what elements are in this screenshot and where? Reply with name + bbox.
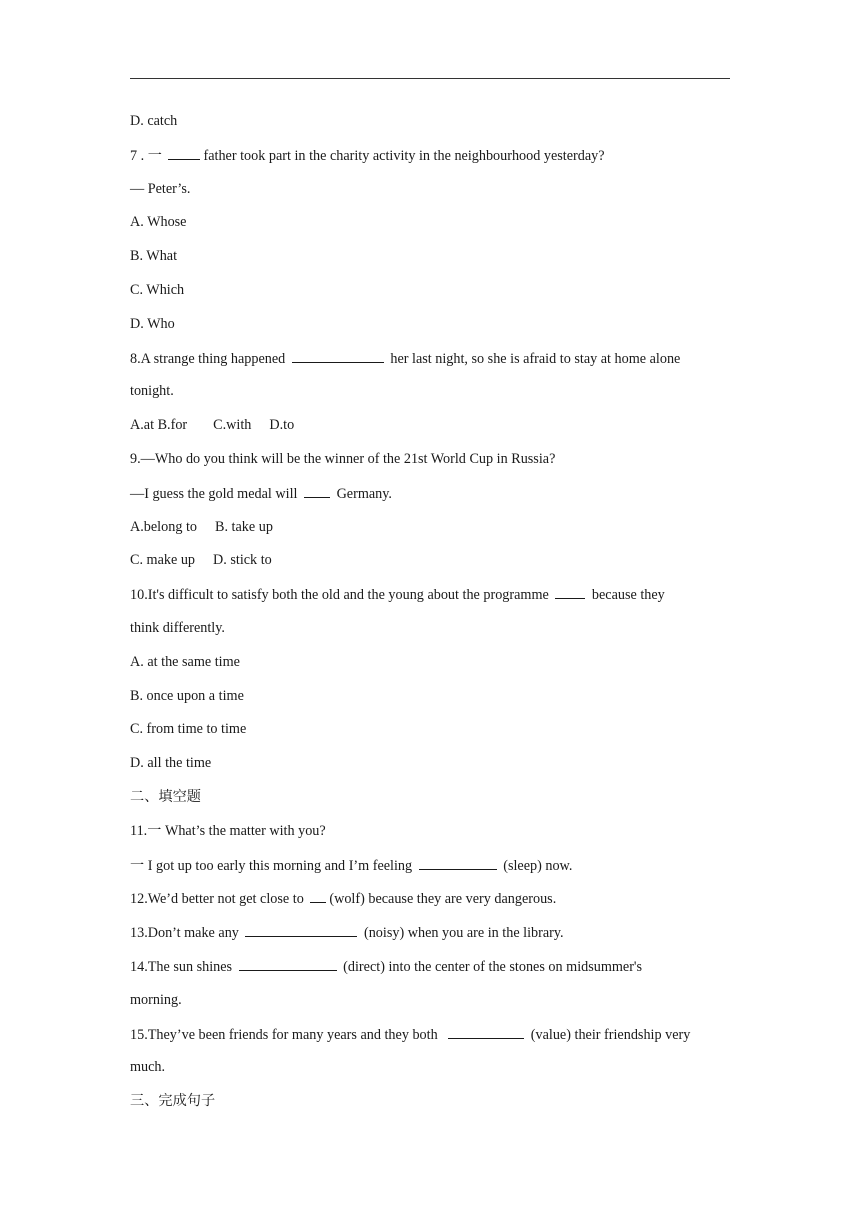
text-run: (wolf) because they are very dangerous. bbox=[329, 891, 557, 908]
text-run: D. catch bbox=[130, 113, 178, 129]
text-run: 15.They’ve been friends for many years and they both bbox=[130, 1026, 442, 1043]
text-run: (direct) into the center of the stones on midsummer's bbox=[339, 958, 643, 975]
q13-stem-line bbox=[130, 922, 730, 956]
text-run: much. bbox=[130, 1059, 166, 1076]
answer-blank bbox=[292, 348, 384, 363]
text-run: think differently. bbox=[130, 619, 225, 636]
q9-reply-line bbox=[130, 483, 730, 517]
q7-opt-d-line bbox=[130, 314, 730, 348]
q6-opt-d-line bbox=[130, 111, 730, 145]
text-run: tonight. bbox=[130, 383, 174, 400]
q9-options-cd-line bbox=[130, 550, 730, 584]
text-run: father took part in the charity activity in the neighbourhood yesterday? bbox=[203, 147, 605, 164]
text-run: A.at B.for bbox=[130, 417, 188, 434]
q11-stem-line bbox=[130, 821, 730, 855]
text-run: her last night, so she is afraid to stay at home alone bbox=[386, 350, 681, 367]
text-run: D.to bbox=[269, 417, 295, 434]
q11-reply-line bbox=[130, 855, 730, 889]
q7-answer-line bbox=[130, 179, 730, 213]
text-run: (noisy) when you are in the library. bbox=[360, 925, 564, 942]
q10-stem-line bbox=[130, 584, 730, 618]
text-run: (value) their friendship very bbox=[527, 1026, 691, 1043]
q7-opt-a-line bbox=[130, 212, 730, 246]
text-run: 10.It's difficult to satisfy both the old and the young about the programme bbox=[130, 587, 553, 604]
q7-opt-c-line bbox=[130, 280, 730, 314]
text-run: 8.A strange thing happened bbox=[130, 350, 289, 367]
q9-stem-line bbox=[130, 449, 730, 483]
text-run: 二、填空题 bbox=[130, 788, 201, 805]
text-run: C. make up bbox=[130, 552, 196, 569]
text-run: 13.Don’t make any bbox=[130, 925, 243, 942]
text-run: D. all the time bbox=[130, 755, 212, 772]
document-body bbox=[130, 111, 730, 1125]
answer-blank bbox=[419, 855, 497, 870]
text-run: B. What bbox=[130, 248, 178, 265]
q10-opt-c-line bbox=[130, 719, 730, 753]
q8-options-line bbox=[130, 415, 730, 449]
q8-stem-line bbox=[130, 348, 730, 382]
text-run: because they bbox=[588, 587, 665, 604]
text-run: 9.—Who do you think will be the winner of the 21st World Cup in Russia? bbox=[130, 450, 556, 467]
answer-blank bbox=[245, 922, 357, 937]
q8-stem-cont-line bbox=[130, 381, 730, 415]
text-run: C. from time to time bbox=[130, 721, 247, 738]
text-run: A. Whose bbox=[130, 214, 187, 231]
section-3-heading-line bbox=[130, 1091, 730, 1125]
text-run: D. stick to bbox=[213, 552, 272, 569]
text-run: D. Who bbox=[130, 315, 175, 332]
text-run: A. at the same time bbox=[130, 653, 240, 670]
q12-stem-line bbox=[130, 888, 730, 922]
answer-blank bbox=[310, 888, 326, 903]
text-run: (sleep) now. bbox=[499, 857, 573, 874]
header-rule bbox=[130, 78, 730, 79]
text-run: —I guess the gold medal will bbox=[130, 485, 302, 502]
q10-opt-d-line bbox=[130, 753, 730, 787]
text-run: — Peter’s. bbox=[130, 180, 191, 197]
text-run: 一 I got up too early this morning and I’m feeling bbox=[130, 857, 416, 874]
q7-opt-b-line bbox=[130, 246, 730, 280]
answer-blank bbox=[555, 584, 585, 599]
q14-stem-line bbox=[130, 956, 730, 990]
answer-blank bbox=[239, 956, 337, 971]
text-run: 12.We’d better not get close to bbox=[130, 891, 308, 908]
q14-stem-cont-line bbox=[130, 990, 730, 1024]
text-run: morning. bbox=[130, 991, 182, 1008]
q10-stem-cont-line bbox=[130, 618, 730, 652]
text-run: 14.The sun shines bbox=[130, 958, 236, 975]
text-run: Germany. bbox=[333, 485, 392, 502]
text-run: B. take up bbox=[215, 518, 273, 535]
q10-opt-a-line bbox=[130, 652, 730, 686]
answer-blank bbox=[168, 145, 200, 160]
answer-blank bbox=[304, 483, 330, 498]
text-run: 11.一 What’s the matter with you? bbox=[130, 822, 326, 839]
q10-opt-b-line bbox=[130, 686, 730, 720]
q7-stem-line bbox=[130, 145, 730, 179]
text-run: C.with bbox=[213, 417, 252, 434]
text-run: C. Which bbox=[130, 281, 185, 298]
text-run: 7 . 一 bbox=[130, 147, 166, 164]
text-run: A.belong to bbox=[130, 518, 197, 535]
text-run: B. once upon a time bbox=[130, 687, 244, 704]
answer-blank bbox=[448, 1024, 524, 1039]
section-2-heading-line bbox=[130, 787, 730, 821]
q9-options-ab-line bbox=[130, 517, 730, 551]
q15-stem-line bbox=[130, 1024, 730, 1058]
q15-stem-cont-line bbox=[130, 1057, 730, 1091]
text-run: 三、完成句子 bbox=[130, 1093, 216, 1110]
